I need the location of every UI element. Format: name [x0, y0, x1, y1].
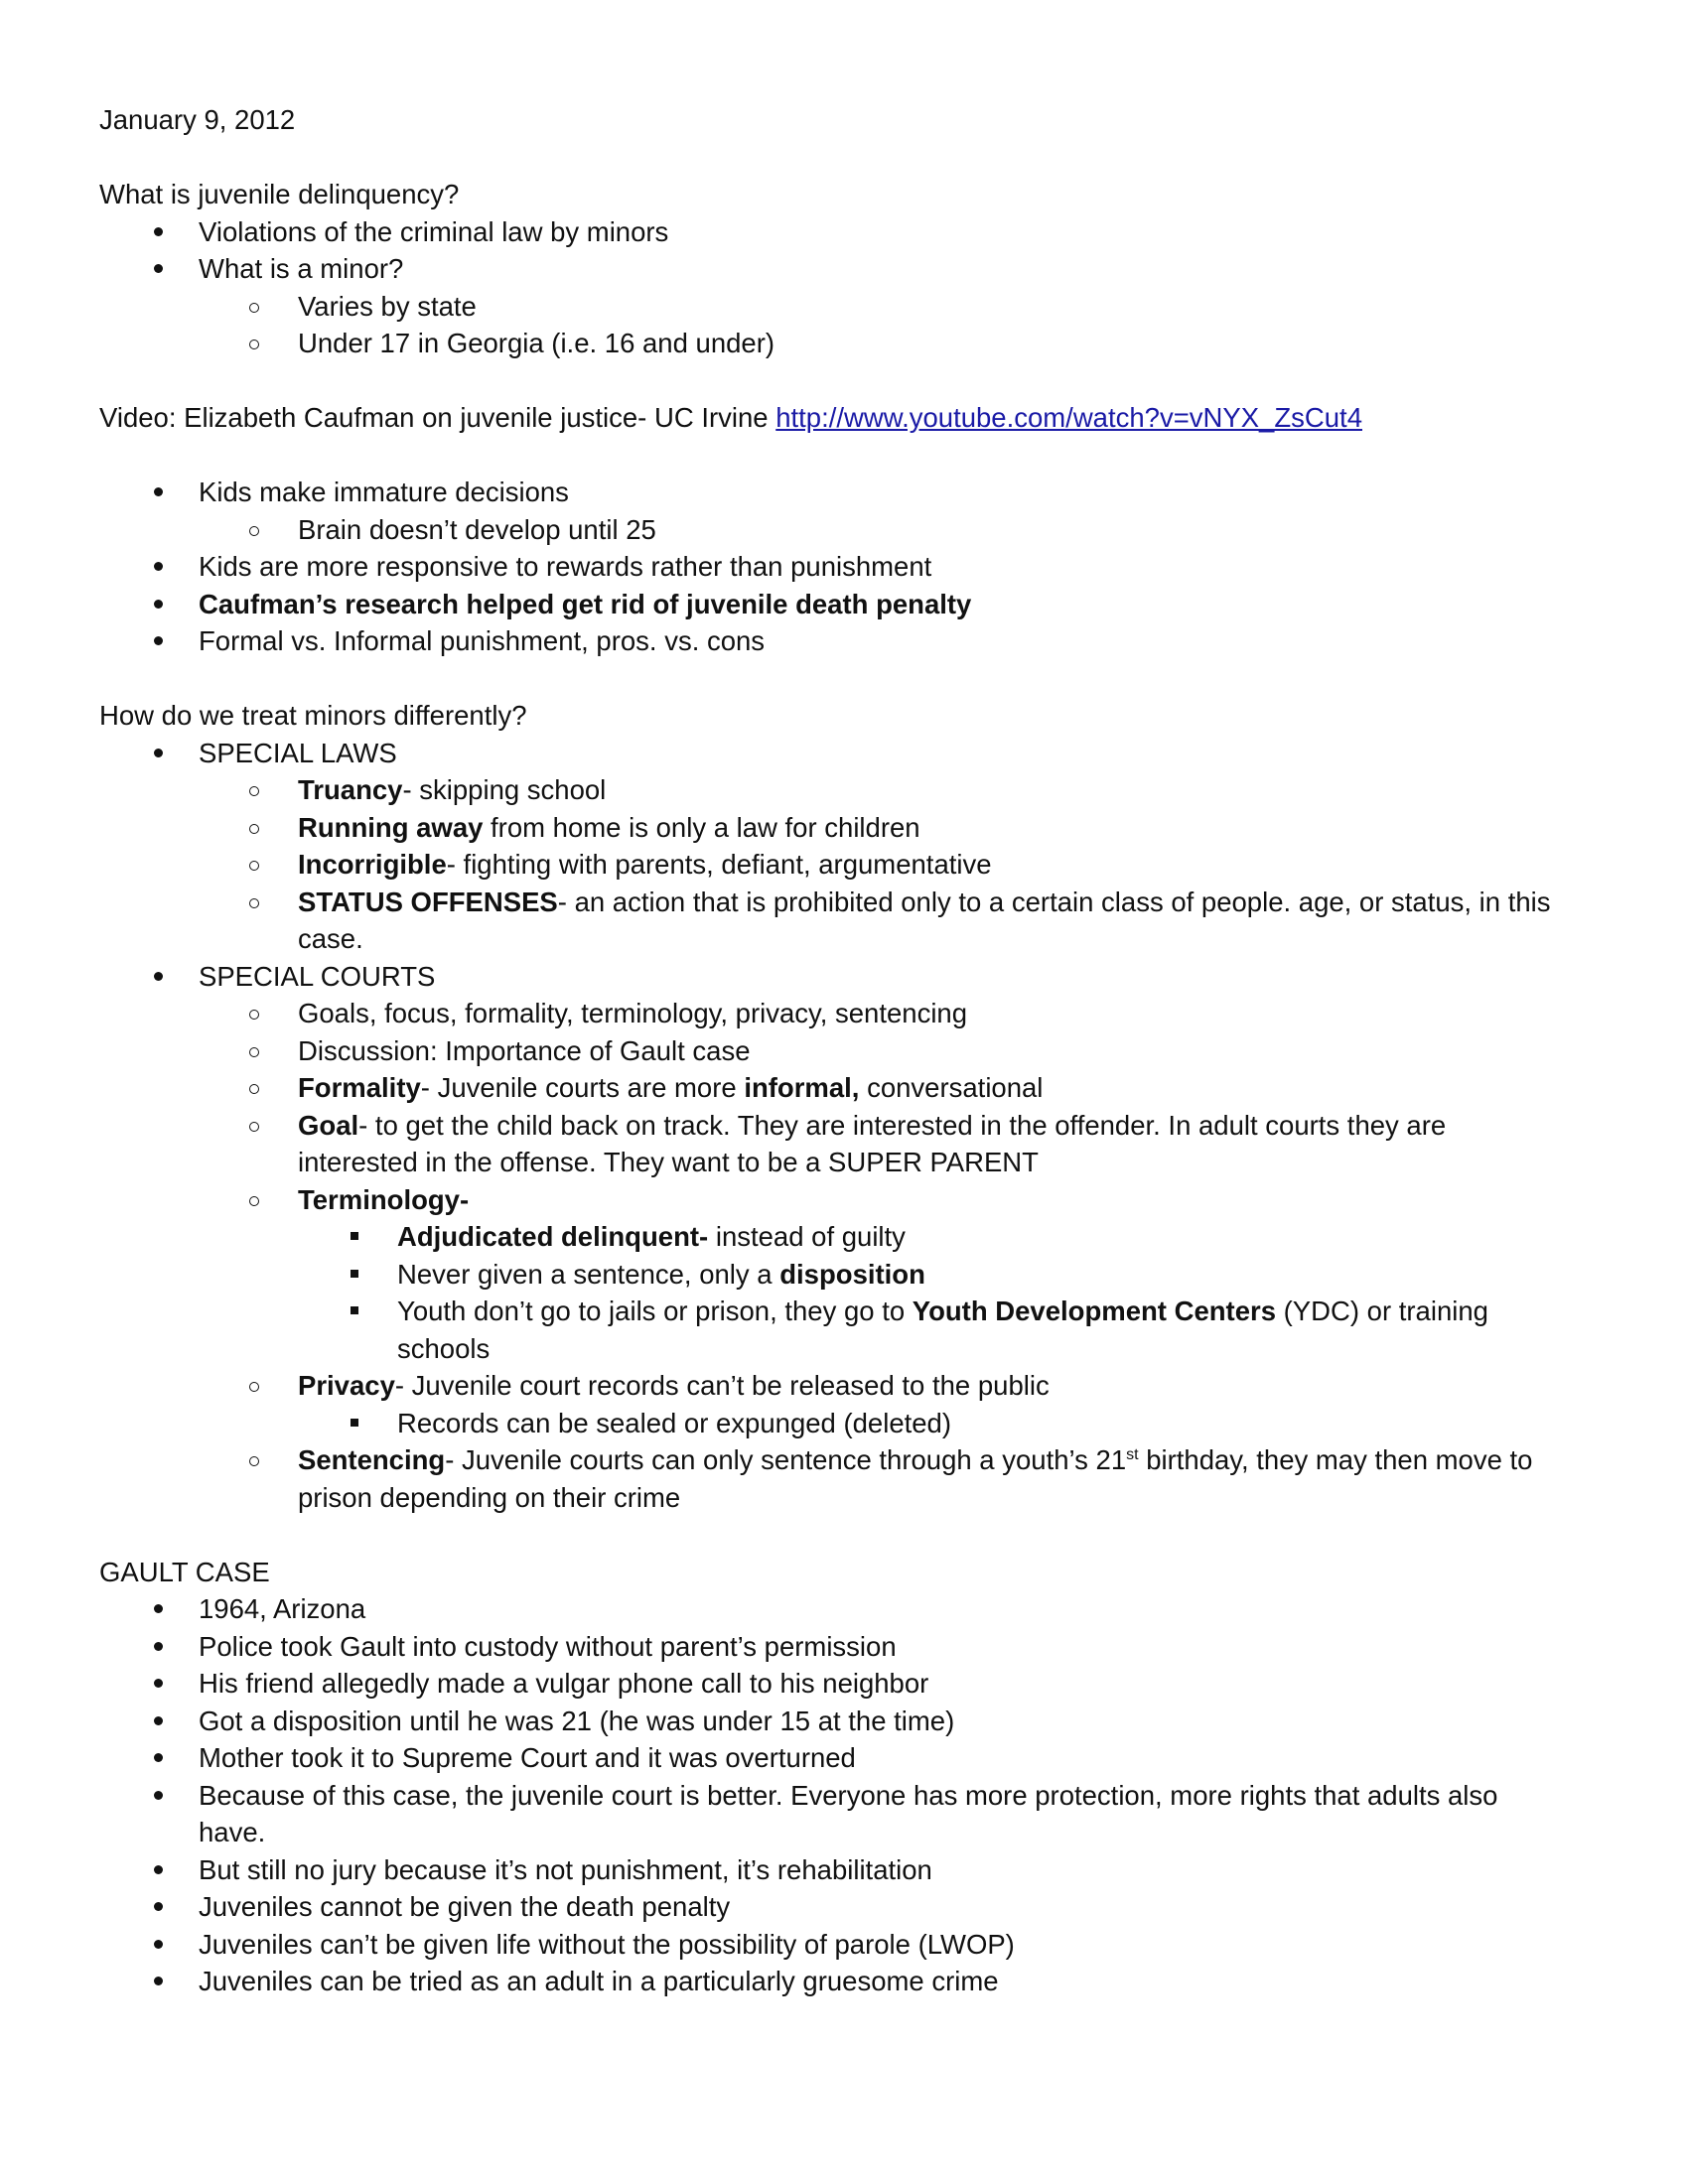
list-item	[99, 1107, 1559, 1181]
heading-gault-case: GAULT CASE	[99, 1556, 270, 1587]
video-link[interactable]: http://www.youtube.com/watch?v=vNYX_ZsCut4	[775, 402, 1362, 433]
list-item: Juveniles cannot be given the death penalty	[99, 1888, 1559, 1926]
term: Terminology-	[298, 1183, 470, 1215]
list-item	[99, 1069, 1559, 1107]
term: Privacy	[298, 1370, 395, 1401]
list-item: Juveniles can’t be given life without the possibility of parole (LWOP)	[99, 1926, 1559, 1964]
term: Running away	[298, 811, 484, 843]
list-item-special-courts: SPECIAL COURTS	[99, 958, 1559, 996]
list-item: Formal vs. Informal punishment, pros. vs. cons	[99, 622, 1559, 660]
list-item: Kids make immature decisions	[99, 474, 1559, 511]
list-item: Kids are more responsive to rewards rather than punishment	[99, 548, 1559, 586]
term: Truancy	[298, 774, 403, 805]
definition: conversational	[859, 1072, 1044, 1103]
definition: (YDC) or training schools	[397, 1296, 1488, 1364]
bold-text: Youth Development Centers	[912, 1296, 1276, 1326]
list-item	[99, 1256, 1559, 1294]
list-item: Police took Gault into custody without parent’s permission	[99, 1628, 1559, 1666]
definition: - to get the child back on track. They are interested in the offender. In adult courts they are interested in the offense. They want to be a SUPER PARENT	[298, 1109, 1447, 1177]
gault-list	[99, 1590, 1559, 2000]
list-item: Got a disposition until he was 21 (he was under 15 at the time)	[99, 1703, 1559, 1740]
list-item: Under 17 in Georgia (i.e. 16 and under)	[99, 325, 1559, 362]
video-notes-list	[99, 474, 1559, 660]
list-item: But still no jury because it’s not punishment, it’s rehabilitation	[99, 1851, 1559, 1889]
definition: Never given a sentence, only a	[397, 1258, 780, 1290]
list-item	[99, 809, 1559, 847]
definition-list	[99, 213, 1559, 362]
definition: - skipping school	[402, 774, 607, 805]
date-line: January 9, 2012	[99, 104, 296, 135]
list-item	[99, 846, 1559, 884]
list-item: What is a minor?	[99, 250, 1559, 288]
definition: - Juvenile court records can’t be released to the public	[394, 1370, 1050, 1401]
term: Goal	[298, 1109, 359, 1141]
list-item: Records can be sealed or expunged (deleted)	[99, 1405, 1559, 1442]
list-item-special-laws: SPECIAL LAWS	[99, 735, 1559, 772]
list-item	[99, 1367, 1559, 1405]
list-item: Goals, focus, formality, terminology, privacy, sentencing	[99, 995, 1559, 1032]
bold-text: informal,	[744, 1072, 860, 1103]
video-line	[99, 399, 1559, 437]
term: Sentencing	[298, 1444, 446, 1475]
definition: - fighting with parents, defiant, argumentative	[446, 849, 992, 880]
list-item: Juveniles can be tried as an adult in a particularly gruesome crime	[99, 1963, 1559, 2000]
list-item: His friend allegedly made a vulgar phone call to his neighbor	[99, 1665, 1559, 1703]
list-item	[99, 1441, 1559, 1516]
definition: Youth don’t go to jails or prison, they go to	[397, 1296, 913, 1326]
list-item	[99, 1181, 1559, 1219]
heading-juvenile-delinquency: What is juvenile delinquency?	[99, 179, 460, 209]
list-item	[99, 884, 1559, 958]
list-item: Discussion: Importance of Gault case	[99, 1032, 1559, 1070]
definition: - Juvenile courts are more	[420, 1072, 745, 1103]
list-item: Varies by state	[99, 288, 1559, 326]
list-item: Because of this case, the juvenile court is better. Everyone has more protection, more rights that adults also have.	[99, 1777, 1559, 1851]
video-label: Video: Elizabeth Caufman on juvenile justice- UC Irvine	[99, 402, 776, 433]
superscript: st	[1126, 1445, 1139, 1463]
term: Formality	[298, 1072, 421, 1103]
definition: birthday, they may then move to prison depending on their crime	[298, 1444, 1533, 1513]
list-item	[99, 771, 1559, 809]
heading-treat-minors: How do we treat minors differently?	[99, 700, 527, 731]
definition: - an action that is prohibited only to a certain class of people. age, or status, in this case.	[298, 886, 1551, 954]
list-item: Violations of the criminal law by minors	[99, 213, 1559, 251]
term: STATUS OFFENSES	[298, 886, 558, 917]
list-item: Brain doesn’t develop until 25	[99, 511, 1559, 549]
term: Incorrigible	[298, 849, 447, 880]
list-item: Mother took it to Supreme Court and it was overturned	[99, 1739, 1559, 1777]
bold-text: disposition	[779, 1258, 925, 1290]
bold-text: Caufman’s research helped get rid of juvenile death penalty	[199, 588, 972, 619]
definition: from home is only a law for children	[483, 811, 920, 843]
list-item: 1964, Arizona	[99, 1590, 1559, 1628]
list-item	[99, 1293, 1559, 1367]
term: Adjudicated delinquent-	[397, 1221, 709, 1252]
definition: - Juvenile courts can only sentence through a youth’s 21	[445, 1444, 1127, 1475]
definition: instead of guilty	[708, 1221, 906, 1252]
treatment-list	[99, 735, 1559, 1517]
list-item	[99, 1218, 1559, 1256]
list-item	[99, 586, 1559, 623]
